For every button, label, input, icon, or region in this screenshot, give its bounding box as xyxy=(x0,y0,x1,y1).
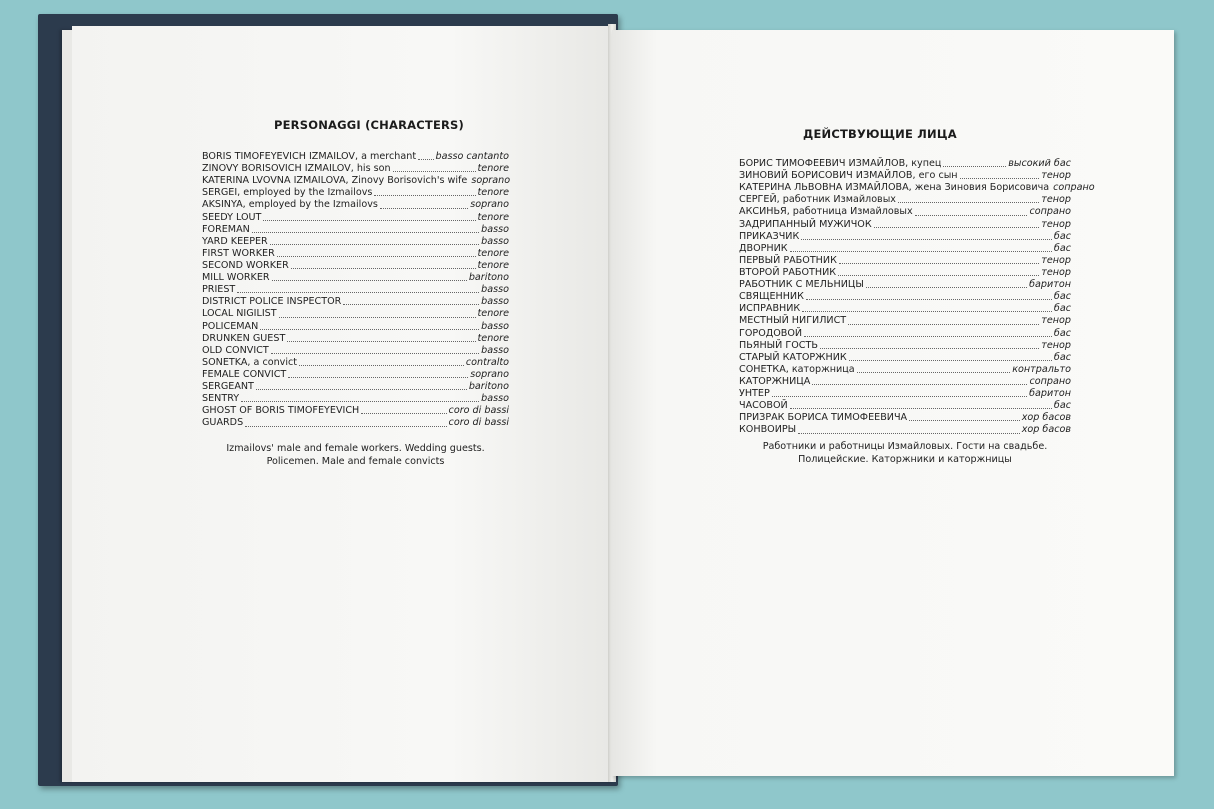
character-name: ВТОРОЙ РАБОТНИК xyxy=(739,266,837,278)
dot-leader xyxy=(271,352,479,354)
cast-row xyxy=(739,400,1071,412)
cast-row xyxy=(202,236,509,248)
character-name: РАБОТНИК С МЕЛЬНИЦЫ xyxy=(739,279,864,291)
voice-type: бас xyxy=(1053,291,1071,303)
cast-row xyxy=(739,291,1071,303)
character-name: ЗАДРИПАННЫЙ МУЖИЧОК xyxy=(739,218,872,230)
cast-row xyxy=(739,340,1071,352)
character-name: SERGEANT xyxy=(202,381,254,393)
voice-type: basso xyxy=(481,284,509,296)
cast-row xyxy=(739,303,1071,315)
dot-leader xyxy=(806,298,1052,300)
voice-type: тенор xyxy=(1041,266,1071,278)
voice-type: тенор xyxy=(1041,218,1071,230)
character-name: SEEDY LOUT xyxy=(202,211,262,223)
character-name: ПЕРВЫЙ РАБОТНИК xyxy=(739,254,837,266)
cast-row xyxy=(739,364,1071,376)
dot-leader xyxy=(263,219,475,221)
voice-type: coro di bassi xyxy=(448,417,509,429)
voice-type: tenore xyxy=(477,163,509,175)
character-name: FEMALE CONVICT xyxy=(202,368,287,380)
cast-row xyxy=(202,151,509,163)
dot-leader xyxy=(943,165,1006,167)
character-name: FIRST WORKER xyxy=(202,247,275,259)
voice-type: сопрано xyxy=(1029,206,1071,218)
dot-leader xyxy=(909,419,1020,421)
cast-row xyxy=(739,243,1071,255)
character-name: YARD KEEPER xyxy=(202,235,268,247)
voice-type: тенор xyxy=(1041,339,1071,351)
cast-row xyxy=(202,333,509,345)
note-line: Izmailovs' male and female workers. Wedding guests. xyxy=(226,443,485,454)
character-name: СВЯЩЕННИК xyxy=(739,291,804,303)
dot-leader xyxy=(820,347,1039,349)
cast-row xyxy=(202,175,509,187)
character-name: СОНЕТКА, каторжница xyxy=(739,363,855,375)
dot-leader xyxy=(256,388,467,390)
dot-leader xyxy=(772,395,1027,397)
cast-row xyxy=(739,231,1071,243)
voice-type: basso cantanto xyxy=(435,151,509,162)
cast-row xyxy=(202,272,509,284)
dot-leader xyxy=(272,279,467,281)
voice-type: тенор xyxy=(1041,170,1071,182)
dot-leader xyxy=(848,323,1039,325)
voice-type: tenore xyxy=(477,247,509,259)
voice-type: soprano xyxy=(470,368,509,380)
character-name: СТАРЫЙ КАТОРЖНИК xyxy=(739,351,847,363)
character-name: ГОРОДОВОЙ xyxy=(739,327,803,339)
cast-row xyxy=(739,267,1071,279)
character-name: PRIEST xyxy=(202,284,236,296)
dot-leader xyxy=(380,207,468,209)
dot-leader xyxy=(270,243,479,245)
character-name: ДВОРНИК xyxy=(739,242,788,254)
character-name: ЗИНОВИЙ БОРИСОВИЧ ИЗМАЙЛОВ, его сын xyxy=(739,170,958,182)
character-name: SECOND WORKER xyxy=(202,259,289,271)
character-name: АКСИНЬЯ, работница Измайловых xyxy=(739,206,913,218)
voice-type: baritono xyxy=(468,272,509,284)
dot-leader xyxy=(287,340,475,342)
voice-type: хор басов xyxy=(1021,424,1071,436)
character-name: DRUNKEN GUEST xyxy=(202,332,286,344)
dot-leader xyxy=(291,267,476,269)
character-name: SONETKA, a convict xyxy=(202,356,298,368)
note-line: Полицейские. Каторжники и каторжницы xyxy=(798,453,1012,465)
character-name: SENTRY xyxy=(202,393,240,405)
voice-type: basso xyxy=(481,296,509,308)
voice-type: бас xyxy=(1053,327,1071,339)
dot-leader xyxy=(288,376,468,378)
cast-row xyxy=(739,279,1071,291)
dot-leader xyxy=(812,383,1027,385)
character-name: BORIS TIMOFEYEVICH IZMAILOV, a merchant xyxy=(202,151,417,162)
voice-type: tenore xyxy=(477,308,509,320)
cast-row xyxy=(739,376,1071,388)
voice-type: бас xyxy=(1053,303,1071,315)
left-page-note xyxy=(202,443,509,468)
cast-row xyxy=(739,388,1071,400)
character-name: КОНВОИРЫ xyxy=(739,424,797,436)
cast-row xyxy=(202,345,509,357)
right-cast-list xyxy=(739,158,1095,437)
cast-row xyxy=(202,199,509,211)
voice-type: basso xyxy=(481,344,509,356)
character-name: МЕСТНЫЙ НИГИЛИСТ xyxy=(739,315,847,327)
cast-row xyxy=(739,158,1071,170)
voice-type: контральто xyxy=(1012,363,1071,375)
voice-type: baritono xyxy=(468,381,509,393)
character-name: СЕРГЕЙ, работник Измайловых xyxy=(739,194,896,206)
character-name: MILL WORKER xyxy=(202,272,270,284)
character-name: ZINOVY BORISOVICH IZMAILOV, his son xyxy=(202,163,391,175)
voice-type: tenore xyxy=(477,211,509,223)
cast-row xyxy=(202,212,509,224)
voice-type: coro di bassi xyxy=(448,405,509,417)
dot-leader xyxy=(361,412,446,414)
character-name: ПРИЗРАК БОРИСА ТИМОФЕЕВИЧА xyxy=(739,412,908,424)
character-name: ПЬЯНЫЙ ГОСТЬ xyxy=(739,339,818,351)
dot-leader xyxy=(874,226,1040,228)
character-name: POLICEMAN xyxy=(202,320,259,332)
cast-row xyxy=(202,284,509,296)
cast-row xyxy=(202,321,509,333)
cast-row xyxy=(202,405,509,417)
character-name: GUARDS xyxy=(202,417,244,429)
character-name: БОРИС ТИМОФЕЕВИЧ ИЗМАЙЛОВ, купец xyxy=(739,158,942,169)
voice-type: тенор xyxy=(1041,194,1071,206)
voice-type: basso xyxy=(481,393,509,405)
dot-leader xyxy=(418,158,433,160)
cast-row xyxy=(739,412,1071,424)
voice-type: тенор xyxy=(1041,254,1071,266)
character-name: КАТОРЖНИЦА xyxy=(739,375,811,387)
dot-leader xyxy=(849,359,1052,361)
voice-type: баритон xyxy=(1029,388,1071,400)
voice-type: basso xyxy=(481,235,509,247)
cast-row xyxy=(739,182,1095,194)
right-page-note xyxy=(739,441,1071,466)
cast-row xyxy=(202,381,509,393)
voice-type: бас xyxy=(1053,400,1071,412)
voice-type: высокий бас xyxy=(1008,158,1071,169)
character-name: FOREMAN xyxy=(202,223,250,235)
character-name: AKSINYA, employed by the Izmailovs xyxy=(202,199,378,211)
voice-type: бас xyxy=(1053,351,1071,363)
character-name: УНТЕР xyxy=(739,388,770,400)
voice-type: сопрано xyxy=(1029,375,1071,387)
character-name: OLD CONVICT xyxy=(202,344,269,356)
cast-row xyxy=(202,308,509,320)
voice-type: тенор xyxy=(1041,315,1071,327)
dot-leader xyxy=(374,194,475,196)
character-name: ЧАСОВОЙ xyxy=(739,400,788,412)
dot-leader xyxy=(790,250,1052,252)
dot-leader xyxy=(838,274,1039,276)
cast-row xyxy=(202,248,509,260)
cast-row xyxy=(202,224,509,236)
dot-leader xyxy=(241,400,479,402)
voice-type: бас xyxy=(1053,230,1071,242)
cast-row xyxy=(739,170,1071,182)
cast-row xyxy=(739,328,1071,340)
character-name: GHOST OF BORIS TIMOFEYEVICH xyxy=(202,405,360,417)
cast-row xyxy=(739,219,1071,231)
voice-type: tenore xyxy=(477,187,509,199)
left-page-title: PERSONAGGI (CHARACTERS) xyxy=(274,118,464,132)
voice-type: сопрано xyxy=(1053,182,1095,194)
dot-leader xyxy=(857,371,1011,373)
cast-row xyxy=(739,255,1071,267)
character-name: ИСПРАВНИК xyxy=(739,303,801,315)
cast-row xyxy=(202,260,509,272)
dot-leader xyxy=(790,407,1052,409)
dot-leader xyxy=(839,262,1039,264)
dot-leader xyxy=(915,214,1028,216)
dot-leader xyxy=(798,432,1020,434)
cast-row xyxy=(739,315,1071,327)
cast-row xyxy=(739,194,1071,206)
note-line: Policemen. Male and female convicts xyxy=(266,455,445,467)
voice-type: хор басов xyxy=(1021,412,1071,424)
dot-leader xyxy=(343,303,479,305)
note-line: Работники и работницы Измайловых. Гости на свадьбе. xyxy=(762,441,1048,452)
dot-leader xyxy=(279,316,476,318)
dot-leader xyxy=(898,201,1039,203)
cast-row xyxy=(202,296,509,308)
dot-leader xyxy=(299,364,464,366)
voice-type: бас xyxy=(1053,242,1071,254)
dot-leader xyxy=(245,425,446,427)
cast-row xyxy=(739,424,1071,436)
dot-leader xyxy=(801,238,1052,240)
dot-leader xyxy=(804,335,1052,337)
character-name: DISTRICT POLICE INSPECTOR xyxy=(202,296,342,308)
voice-type: basso xyxy=(481,320,509,332)
cast-row xyxy=(202,369,509,381)
character-name: SERGEI, employed by the Izmailovs xyxy=(202,187,373,199)
voice-type: contralto xyxy=(465,356,509,368)
dot-leader xyxy=(277,255,476,257)
dot-leader xyxy=(802,310,1052,312)
cast-row xyxy=(202,417,509,429)
character-name: LOCAL NIGILIST xyxy=(202,308,277,320)
voice-type: баритон xyxy=(1029,279,1071,291)
dot-leader xyxy=(252,231,479,233)
character-name: KATERINA LVOVNA IZMAILOVA, Zinovy Borisovich's wife xyxy=(202,175,468,187)
cast-row xyxy=(739,206,1071,218)
cast-row xyxy=(202,393,509,405)
character-name: ПРИКАЗЧИК xyxy=(739,230,800,242)
dot-leader xyxy=(960,177,1040,179)
voice-type: basso xyxy=(481,223,509,235)
cast-row xyxy=(202,187,509,199)
voice-type: soprano xyxy=(470,199,509,211)
voice-type: soprano xyxy=(471,175,511,187)
dot-leader xyxy=(260,328,479,330)
dot-leader xyxy=(393,170,476,172)
dot-leader xyxy=(866,286,1027,288)
left-cast-list xyxy=(202,151,509,430)
dot-leader xyxy=(237,291,479,293)
cast-row xyxy=(739,352,1071,364)
voice-type: tenore xyxy=(477,332,509,344)
character-name: КАТЕРИНА ЛЬВОВНА ИЗМАЙЛОВА, жена Зиновия Борисовича xyxy=(739,182,1050,194)
cast-row xyxy=(202,163,509,175)
right-page-title: ДЕЙСТВУЮЩИЕ ЛИЦА xyxy=(803,127,957,141)
voice-type: tenore xyxy=(477,259,509,271)
cast-row xyxy=(202,357,509,369)
